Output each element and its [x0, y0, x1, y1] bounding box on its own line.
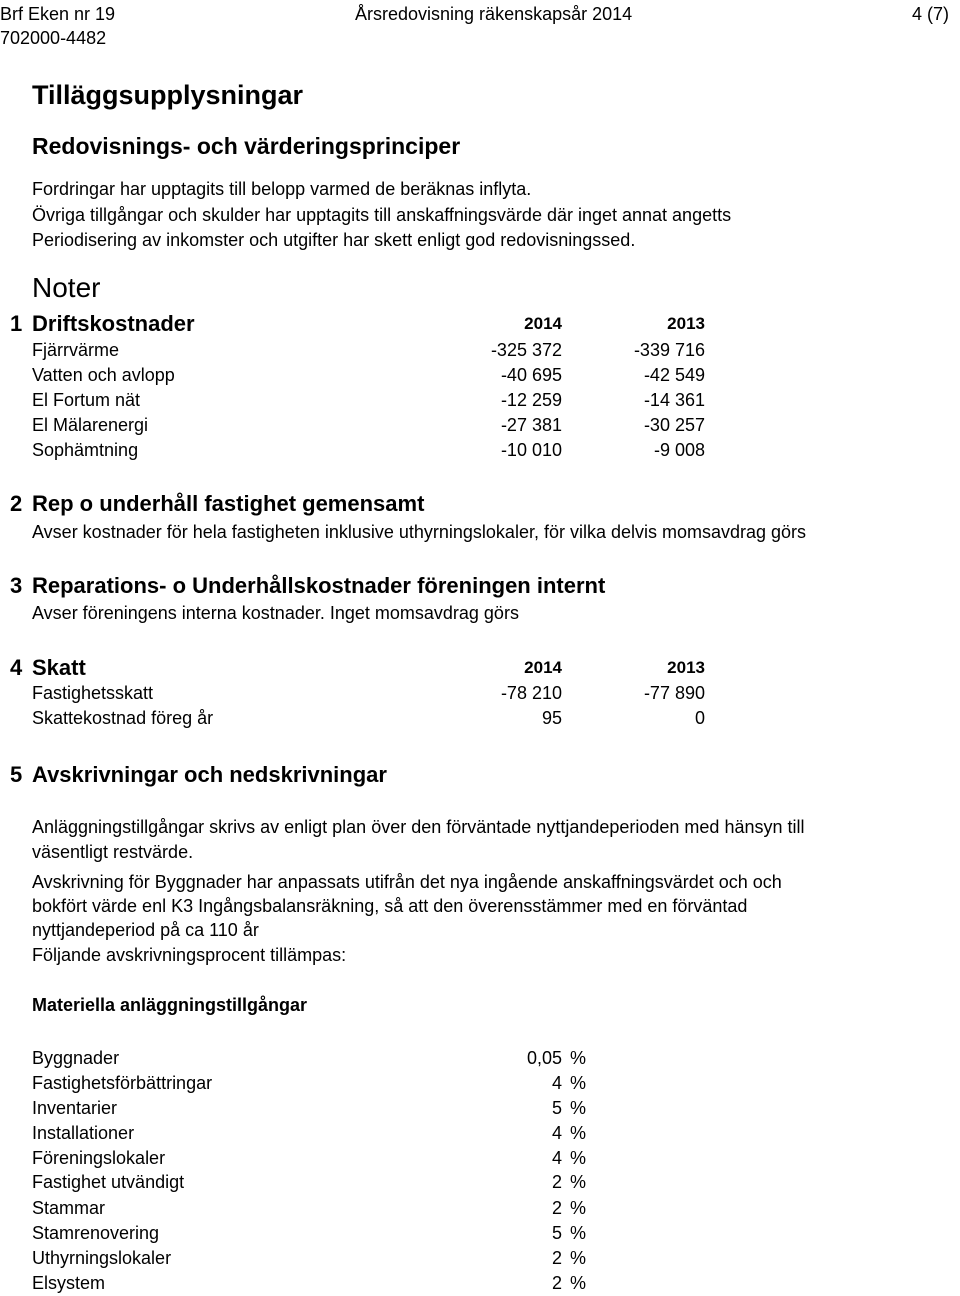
value-2014: -27 381 [500, 415, 562, 435]
rate-label: Installationer [32, 1123, 135, 1143]
row-label: Skattekostnad föreg år [32, 708, 214, 728]
rate-value: 2 [551, 1273, 562, 1293]
rate-value: 4 [551, 1123, 562, 1143]
note-number: 5 [10, 762, 23, 787]
value-2014: -12 259 [500, 390, 562, 410]
rate-label: Uthyrningslokaler [32, 1248, 172, 1268]
rate-value: 0,05 [526, 1048, 562, 1068]
value-2013: -14 361 [643, 390, 705, 410]
value-2014: -40 695 [500, 365, 562, 385]
rate-value: 5 [551, 1223, 562, 1243]
row-label: El Fortum nät [32, 390, 141, 410]
note-number: 2 [10, 491, 23, 516]
percent-unit: % [570, 1198, 587, 1218]
value-2013: -42 549 [643, 365, 705, 385]
rate-label: Fastighetsförbättringar [32, 1073, 213, 1093]
row-label: El Mälarenergi [32, 415, 149, 435]
column-header-2013: 2013 [667, 658, 705, 677]
value-2014: -78 210 [500, 683, 562, 703]
org-name: Brf Eken nr 19 [0, 4, 116, 24]
row-label: Fjärrvärme [32, 340, 120, 360]
note-text: Avser föreningens interna kostnader. Inget momsavdrag görs [32, 603, 519, 623]
row-label: Vatten och avlopp [32, 365, 175, 385]
percent-unit: % [570, 1073, 587, 1093]
percent-unit: % [570, 1223, 587, 1243]
rate-label: Stammar [32, 1198, 106, 1218]
value-2014: 95 [541, 708, 562, 728]
note-number: 3 [10, 573, 23, 598]
principles-line: Övriga tillgångar och skulder har upptagits till anskaffningsvärde där inget annat angetts [32, 205, 732, 225]
note-text: Avser kostnader för hela fastigheten inklusive uthyrningslokaler, för vilka delvis momsavdrag görs [32, 522, 807, 542]
paragraph-line: Anläggningstillgångar skrivs av enligt plan över den förväntade nyttjandeperioden med hänsyn till [32, 817, 805, 837]
paragraph-line: nyttjandeperiod på ca 110 år [32, 920, 259, 940]
rate-label: Föreningslokaler [32, 1148, 166, 1168]
rate-label: Elsystem [32, 1273, 106, 1293]
note-title: Reparations- o Underhållskostnader föreningen internt [32, 573, 606, 598]
note-title: Driftskostnader [32, 311, 195, 336]
percent-unit: % [570, 1148, 587, 1168]
row-label: Fastighetsskatt [32, 683, 154, 703]
value-2013: -339 716 [633, 340, 705, 360]
value-2013: 0 [694, 708, 705, 728]
note-number: 4 [10, 655, 23, 680]
percent-unit: % [570, 1172, 587, 1192]
value-2013: -77 890 [643, 683, 705, 703]
rate-value: 4 [551, 1073, 562, 1093]
principles-title: Redovisnings- och värderingsprinciper [32, 133, 461, 159]
percent-unit: % [570, 1123, 587, 1143]
note-title: Rep o underhåll fastighet gemensamt [32, 491, 425, 516]
note-title: Avskrivningar och nedskrivningar [32, 762, 387, 787]
principles-line: Fordringar har upptagits till belopp varmed de beräknas inflyta. [32, 179, 532, 199]
rate-value: 2 [551, 1198, 562, 1218]
org-number: 702000-4482 [0, 28, 107, 48]
rate-label: Byggnader [32, 1048, 120, 1068]
column-header-2013: 2013 [667, 314, 705, 333]
rate-label: Fastighet utvändigt [32, 1172, 185, 1192]
rate-label: Inventarier [32, 1098, 118, 1118]
paragraph-line: Avskrivning för Byggnader har anpassats utifrån det nya ingående anskaffningsvärdet och och [32, 872, 782, 892]
paragraph-line: bokfört värde enl K3 Ingångsbalansräkning, så att den överensstämmer med en förväntad [32, 896, 748, 916]
rate-value: 2 [551, 1172, 562, 1192]
value-2013: -30 257 [643, 415, 705, 435]
column-header-2014: 2014 [524, 658, 562, 677]
percent-unit: % [570, 1098, 587, 1118]
notes-title: Noter [32, 272, 101, 303]
paragraph-line: Följande avskrivningsprocent tillämpas: [32, 945, 347, 965]
note-title: Skatt [32, 655, 86, 680]
percent-unit: % [570, 1248, 587, 1268]
subsection-title: Materiella anläggningstillgångar [32, 995, 308, 1015]
percent-unit: % [570, 1048, 587, 1068]
rate-value: 2 [551, 1248, 562, 1268]
rate-value: 5 [551, 1098, 562, 1118]
page-title: Tilläggsupplysningar [32, 80, 304, 110]
column-header-2014: 2014 [524, 314, 562, 333]
row-label: Sophämtning [32, 440, 139, 460]
percent-unit: % [570, 1273, 587, 1293]
paragraph-line: väsentligt restvärde. [32, 842, 194, 862]
page-number: 4 (7) [912, 4, 950, 24]
value-2013: -9 008 [653, 440, 705, 460]
value-2014: -10 010 [500, 440, 562, 460]
value-2014: -325 372 [490, 340, 562, 360]
rate-value: 4 [551, 1148, 562, 1168]
doc-title: Årsredovisning räkenskapsår 2014 [355, 4, 633, 24]
principles-line: Periodisering av inkomster och utgifter har skett enligt god redovisningssed. [32, 230, 636, 250]
note-number: 1 [10, 311, 23, 336]
rate-label: Stamrenovering [32, 1223, 160, 1243]
